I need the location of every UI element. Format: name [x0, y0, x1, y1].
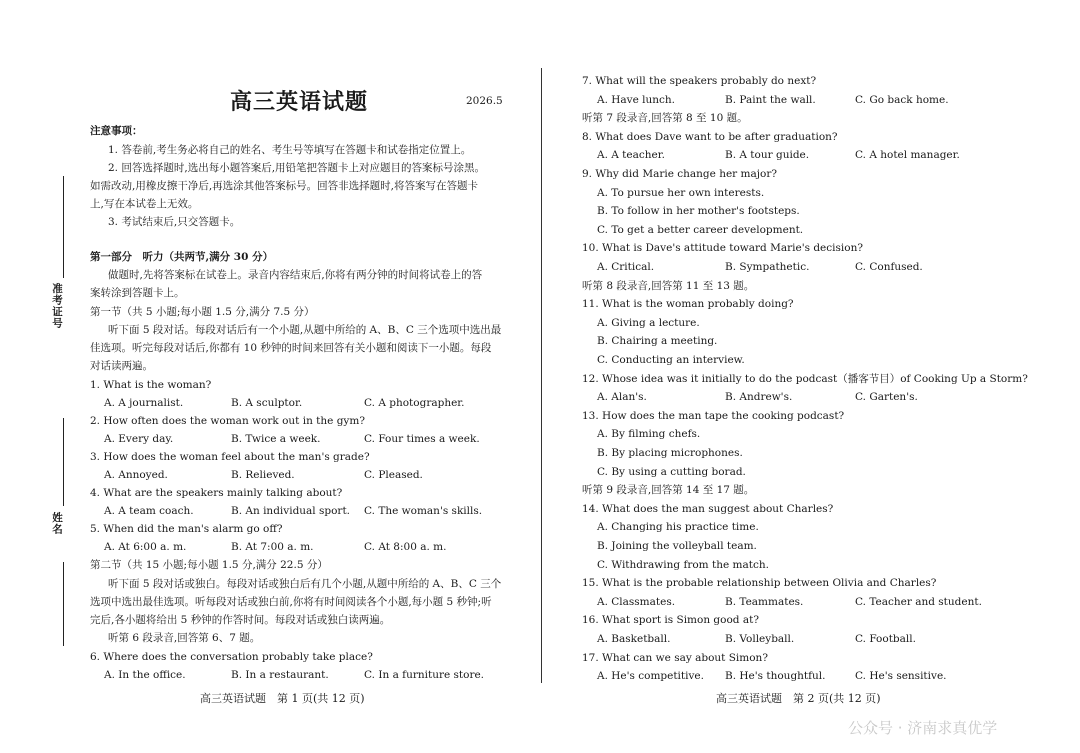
- question: 8. What does Dave want to be after graduation?: [582, 130, 838, 143]
- question-5: 5. When did the man's alarm go off?: [90, 523, 283, 535]
- option-a: A. Annoyed.: [104, 469, 168, 481]
- option: B. Chairing a meeting.: [597, 335, 718, 348]
- option-b: B. At 7:00 a. m.: [231, 541, 314, 553]
- listening-instruction: 听第 9 段录音,回答第 14 至 17 题。: [582, 484, 755, 497]
- note-line: 上,写在本试卷上无效。: [90, 198, 199, 210]
- option-c: C. Go back home.: [855, 93, 949, 106]
- option-b: B. Twice a week.: [231, 433, 321, 445]
- question: 14. What does the man suggest about Charles?: [582, 502, 834, 515]
- option-b: B. In a restaurant.: [231, 669, 329, 681]
- part1-heading: 第一部分 听力（共两节,满分 30 分）: [90, 251, 274, 263]
- page1-footer: 高三英语试题 第 1 页(共 12 页): [200, 692, 365, 705]
- option: B. By placing microphones.: [597, 447, 743, 459]
- option: B. Joining the volleyball team.: [597, 540, 757, 552]
- option-c: C. Four times a week.: [364, 433, 480, 445]
- option: A. By filming chefs.: [597, 428, 701, 441]
- question-4: 4. What are the speakers mainly talking about?: [90, 487, 343, 499]
- admission-number-label: 准考证号: [51, 283, 63, 329]
- question: 7. What will the speakers probably do next?: [582, 75, 817, 87]
- option-a: A. In the office.: [104, 669, 186, 681]
- listening-instruction: 听第 8 段录音,回答第 11 至 13 题。: [582, 279, 755, 292]
- option: A. Giving a lecture.: [597, 316, 700, 329]
- question-1: 1. What is the woman?: [90, 379, 212, 391]
- option-b: B. Sympathetic.: [725, 261, 810, 273]
- question-2: 2. How often does the woman work out in the gym?: [90, 415, 365, 427]
- option-a: A. At 6:00 a. m.: [104, 541, 187, 553]
- option-c: C. Football.: [855, 633, 916, 645]
- question: 13. How does the man tape the cooking podcast?: [582, 409, 845, 422]
- page2-footer: 高三英语试题 第 2 页(共 12 页): [716, 692, 881, 705]
- question: 16. What sport is Simon good at?: [582, 614, 759, 627]
- binding-line: [63, 562, 64, 646]
- section2-intro-line: 听下面 5 段对话或独白。每段对话或独白后有几个小题,从题中所给的 A、B、C 三个: [108, 578, 502, 590]
- option-b: B. Volleyball.: [725, 633, 795, 645]
- section2-intro-line: 听第 6 段录音,回答第 6、7 题。: [108, 632, 261, 644]
- note-line: 2. 回答选择题时,选出每小题答案后,用铅笔把答题卡上对应题目的答案标号涂黑。: [108, 162, 486, 174]
- option: A. Changing his practice time.: [597, 521, 759, 534]
- option-c: C. Garten's.: [855, 391, 918, 404]
- option-b: B. A tour guide.: [725, 149, 810, 162]
- option-c: C. Teacher and student.: [855, 595, 982, 608]
- note-line: 1. 答卷前,考生务必将自己的姓名、考生号等填写在答题卡和试卷指定位置上。: [108, 144, 472, 156]
- part1-intro-line: 做题时,先将答案标在试卷上。录音内容结束后,你将有两分钟的时间将试卷上的答: [108, 269, 483, 281]
- notes-heading: 注意事项：: [90, 125, 143, 137]
- option-a: A. A team coach.: [104, 505, 194, 517]
- question: 17. What can we say about Simon?: [582, 651, 768, 664]
- question-6: 6. Where does the conversation probably take place?: [90, 651, 373, 663]
- page-divider: [541, 68, 542, 683]
- option: C. Conducting an interview.: [597, 354, 745, 366]
- option-b: B. Andrew's.: [725, 391, 793, 404]
- option: B. To follow in her mother's footsteps.: [597, 205, 800, 218]
- option-a: A. Basketball.: [597, 633, 671, 645]
- section1-intro-line: 对话读两遍。: [90, 360, 153, 372]
- option: C. To get a better career development.: [597, 223, 804, 236]
- option-b: B. Paint the wall.: [725, 93, 816, 106]
- option-a: A. Every day.: [104, 433, 174, 445]
- option-a: A. Critical.: [597, 261, 655, 273]
- question-3: 3. How does the woman feel about the man's grade?: [90, 451, 370, 463]
- note-line: 3. 考试结束后,只交答题卡。: [108, 216, 241, 228]
- question: 12. Whose idea was it initially to do the podcast（播客节目）of Cooking Up a Storm?: [582, 372, 1028, 385]
- option-a: A. He's competitive.: [597, 670, 704, 683]
- option-a: A. Alan's.: [597, 391, 647, 404]
- section1-intro-line: 佳选项。听完每段对话后,你都有 10 秒钟的时间来回答有关小题和阅读下一小题。每段: [90, 342, 492, 354]
- option-c: C. Pleased.: [364, 469, 423, 481]
- option-c: C. At 8:00 a. m.: [364, 541, 447, 553]
- option-c: C. Confused.: [855, 261, 923, 273]
- section2-intro-line: 完后,各小题将给出 5 秒钟的作答时间。每段对话或独白读两遍。: [90, 614, 391, 626]
- name-label: 姓名: [51, 512, 63, 535]
- option-b: B. Teammates.: [725, 595, 804, 608]
- option-c: C. He's sensitive.: [855, 670, 947, 683]
- section1-intro-line: 听下面 5 段对话。每段对话后有一个小题,从题中所给的 A、B、C 三个选项中选出最: [108, 324, 502, 336]
- part1-intro-line: 案转涂到答题卡上。: [90, 287, 185, 299]
- exam-date: 2026.5: [466, 95, 503, 107]
- binding-line: [63, 418, 64, 506]
- section2-intro-line: 选项中选出最佳选项。听每段对话或独白前,你将有时间阅读各个小题,每小题 5 秒钟;听: [90, 596, 492, 608]
- option-b: B. He's thoughtful.: [725, 670, 826, 683]
- option: A. To pursue her own interests.: [597, 186, 765, 199]
- option-a: A. A journalist.: [104, 397, 184, 409]
- note-line: 如需改动,用橡皮擦干净后,再选涂其他答案标号。回答非选择题时,将答案写在答题卡: [90, 180, 479, 192]
- question: 9. Why did Marie change her major?: [582, 168, 777, 180]
- question: 15. What is the probable relationship between Olivia and Charles?: [582, 577, 937, 590]
- option-b: B. A sculptor.: [231, 397, 303, 409]
- question: 10. What is Dave's attitude toward Marie's decision?: [582, 242, 863, 255]
- exam-title: 高三英语试题: [230, 89, 369, 115]
- option-a: A. A teacher.: [597, 149, 665, 162]
- option-c: C. A photographer.: [364, 397, 465, 409]
- option-b: B. Relieved.: [231, 469, 295, 481]
- question: 11. What is the woman probably doing?: [582, 298, 794, 311]
- binding-line: [63, 176, 64, 278]
- option-b: B. An individual sport.: [231, 505, 351, 517]
- listening-instruction: 听第 7 段录音,回答第 8 至 10 题。: [582, 112, 748, 125]
- option-c: C. A hotel manager.: [855, 149, 960, 162]
- section1-heading: 第一节（共 5 小题;每小题 1.5 分,满分 7.5 分）: [90, 306, 315, 318]
- option-a: A. Classmates.: [597, 595, 676, 608]
- option-c: C. In a furniture store.: [364, 669, 485, 681]
- option-a: A. Have lunch.: [597, 93, 676, 106]
- watermark: 公众号 · 济南求真优学: [848, 719, 998, 737]
- option: C. Withdrawing from the match.: [597, 558, 769, 571]
- option: C. By using a cutting borad.: [597, 465, 746, 478]
- option-c: C. The woman's skills.: [364, 505, 483, 517]
- section2-heading: 第二节（共 15 小题;每小题 1.5 分,满分 22.5 分）: [90, 559, 328, 571]
